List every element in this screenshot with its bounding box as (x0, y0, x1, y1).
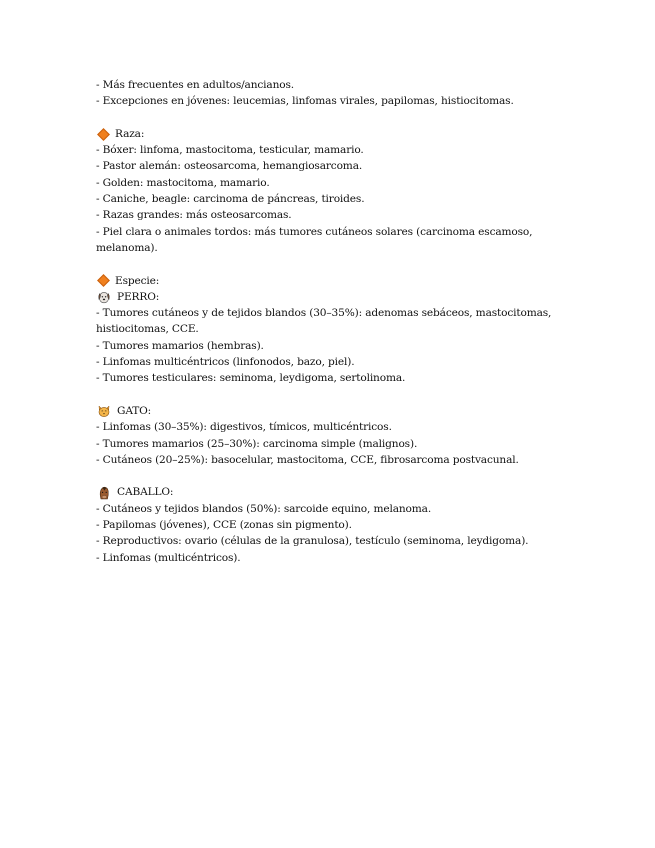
gato-line-cutaneos: - Cutáneos (20–25%): basocelular, mastocitoma, CCE, fibrosarcoma postvacunal. (96, 453, 519, 466)
perro-label: PERRO: (117, 290, 160, 303)
dog-face-icon (97, 290, 111, 304)
spacer (96, 256, 556, 272)
raza-line-piel: - Piel clara o animales tordos: más tumores cutáneos solares (carcinoma escamoso, melanoma). (96, 225, 533, 254)
caballo-heading (96, 484, 556, 500)
raza-line-golden: - Golden: mastocitoma, mamario. (96, 176, 270, 189)
raza-heading (96, 126, 556, 142)
perro-line-linfomas: - Linfomas multicéntricos (linfonodos, bazo, piel). (96, 356, 355, 369)
orange-diamond-icon (97, 274, 110, 287)
perro-line-cutaneos: - Tumores cutáneos y de tejidos blandos (30–35%): adenomas sebáceos, mastocitomas, histiocitomas, CCE. (96, 307, 552, 336)
caballo-line-cutaneos: - Cutáneos y tejidos blandos (50%): sarcoide equino, melanoma. (96, 502, 432, 515)
spacer (96, 110, 556, 126)
caballo-line-papilomas: - Papilomas (jóvenes), CCE (zonas sin pigmento). (96, 519, 352, 532)
caballo-label: CABALLO: (117, 486, 174, 499)
document-page (96, 77, 556, 566)
horse-face-icon (97, 486, 111, 500)
intro-line-adults: - Más frecuentes en adultos/ancianos. (96, 79, 294, 91)
raza-line-boxer: - Bóxer: linfoma, mastocitoma, testicular, mamario. (96, 144, 364, 157)
raza-heading-label: Raza: (115, 127, 145, 140)
perro-line-testiculares: - Tumores testiculares: seminoma, leydigoma, sertolinoma. (96, 372, 406, 385)
gato-line-mamarios: - Tumores mamarios (25–30%): carcinoma simple (malignos). (96, 437, 418, 450)
caballo-line-linfomas: - Linfomas (multicéntricos). (96, 551, 241, 564)
perro-line-mamarios: - Tumores mamarios (hembras). (96, 339, 264, 352)
gato-heading (96, 403, 556, 419)
caballo-line-reproductivos: - Reproductivos: ovario (células de la granulosa), testículo (seminoma, leydigoma). (96, 535, 529, 548)
raza-line-grandes: - Razas grandes: más osteosarcomas. (96, 209, 292, 222)
cat-face-icon (97, 404, 111, 418)
raza-line-caniche: - Caniche, beagle: carcinoma de páncreas, tiroides. (96, 193, 365, 206)
spacer (96, 387, 556, 403)
raza-line-pastor: - Pastor alemán: osteosarcoma, hemangiosarcoma. (96, 160, 363, 173)
especie-heading-label: Especie: (115, 274, 160, 287)
perro-heading (96, 289, 556, 305)
orange-diamond-icon (97, 128, 110, 141)
intro-line-exceptions: - Excepciones en jóvenes: leucemias, linfomas virales, papilomas, histiocitomas. (96, 95, 514, 108)
especie-heading (96, 273, 556, 289)
gato-label: GATO: (117, 404, 152, 417)
spacer (96, 468, 556, 484)
gato-line-linfomas: - Linfomas (30–35%): digestivos, tímicos, multicéntricos. (96, 421, 392, 434)
